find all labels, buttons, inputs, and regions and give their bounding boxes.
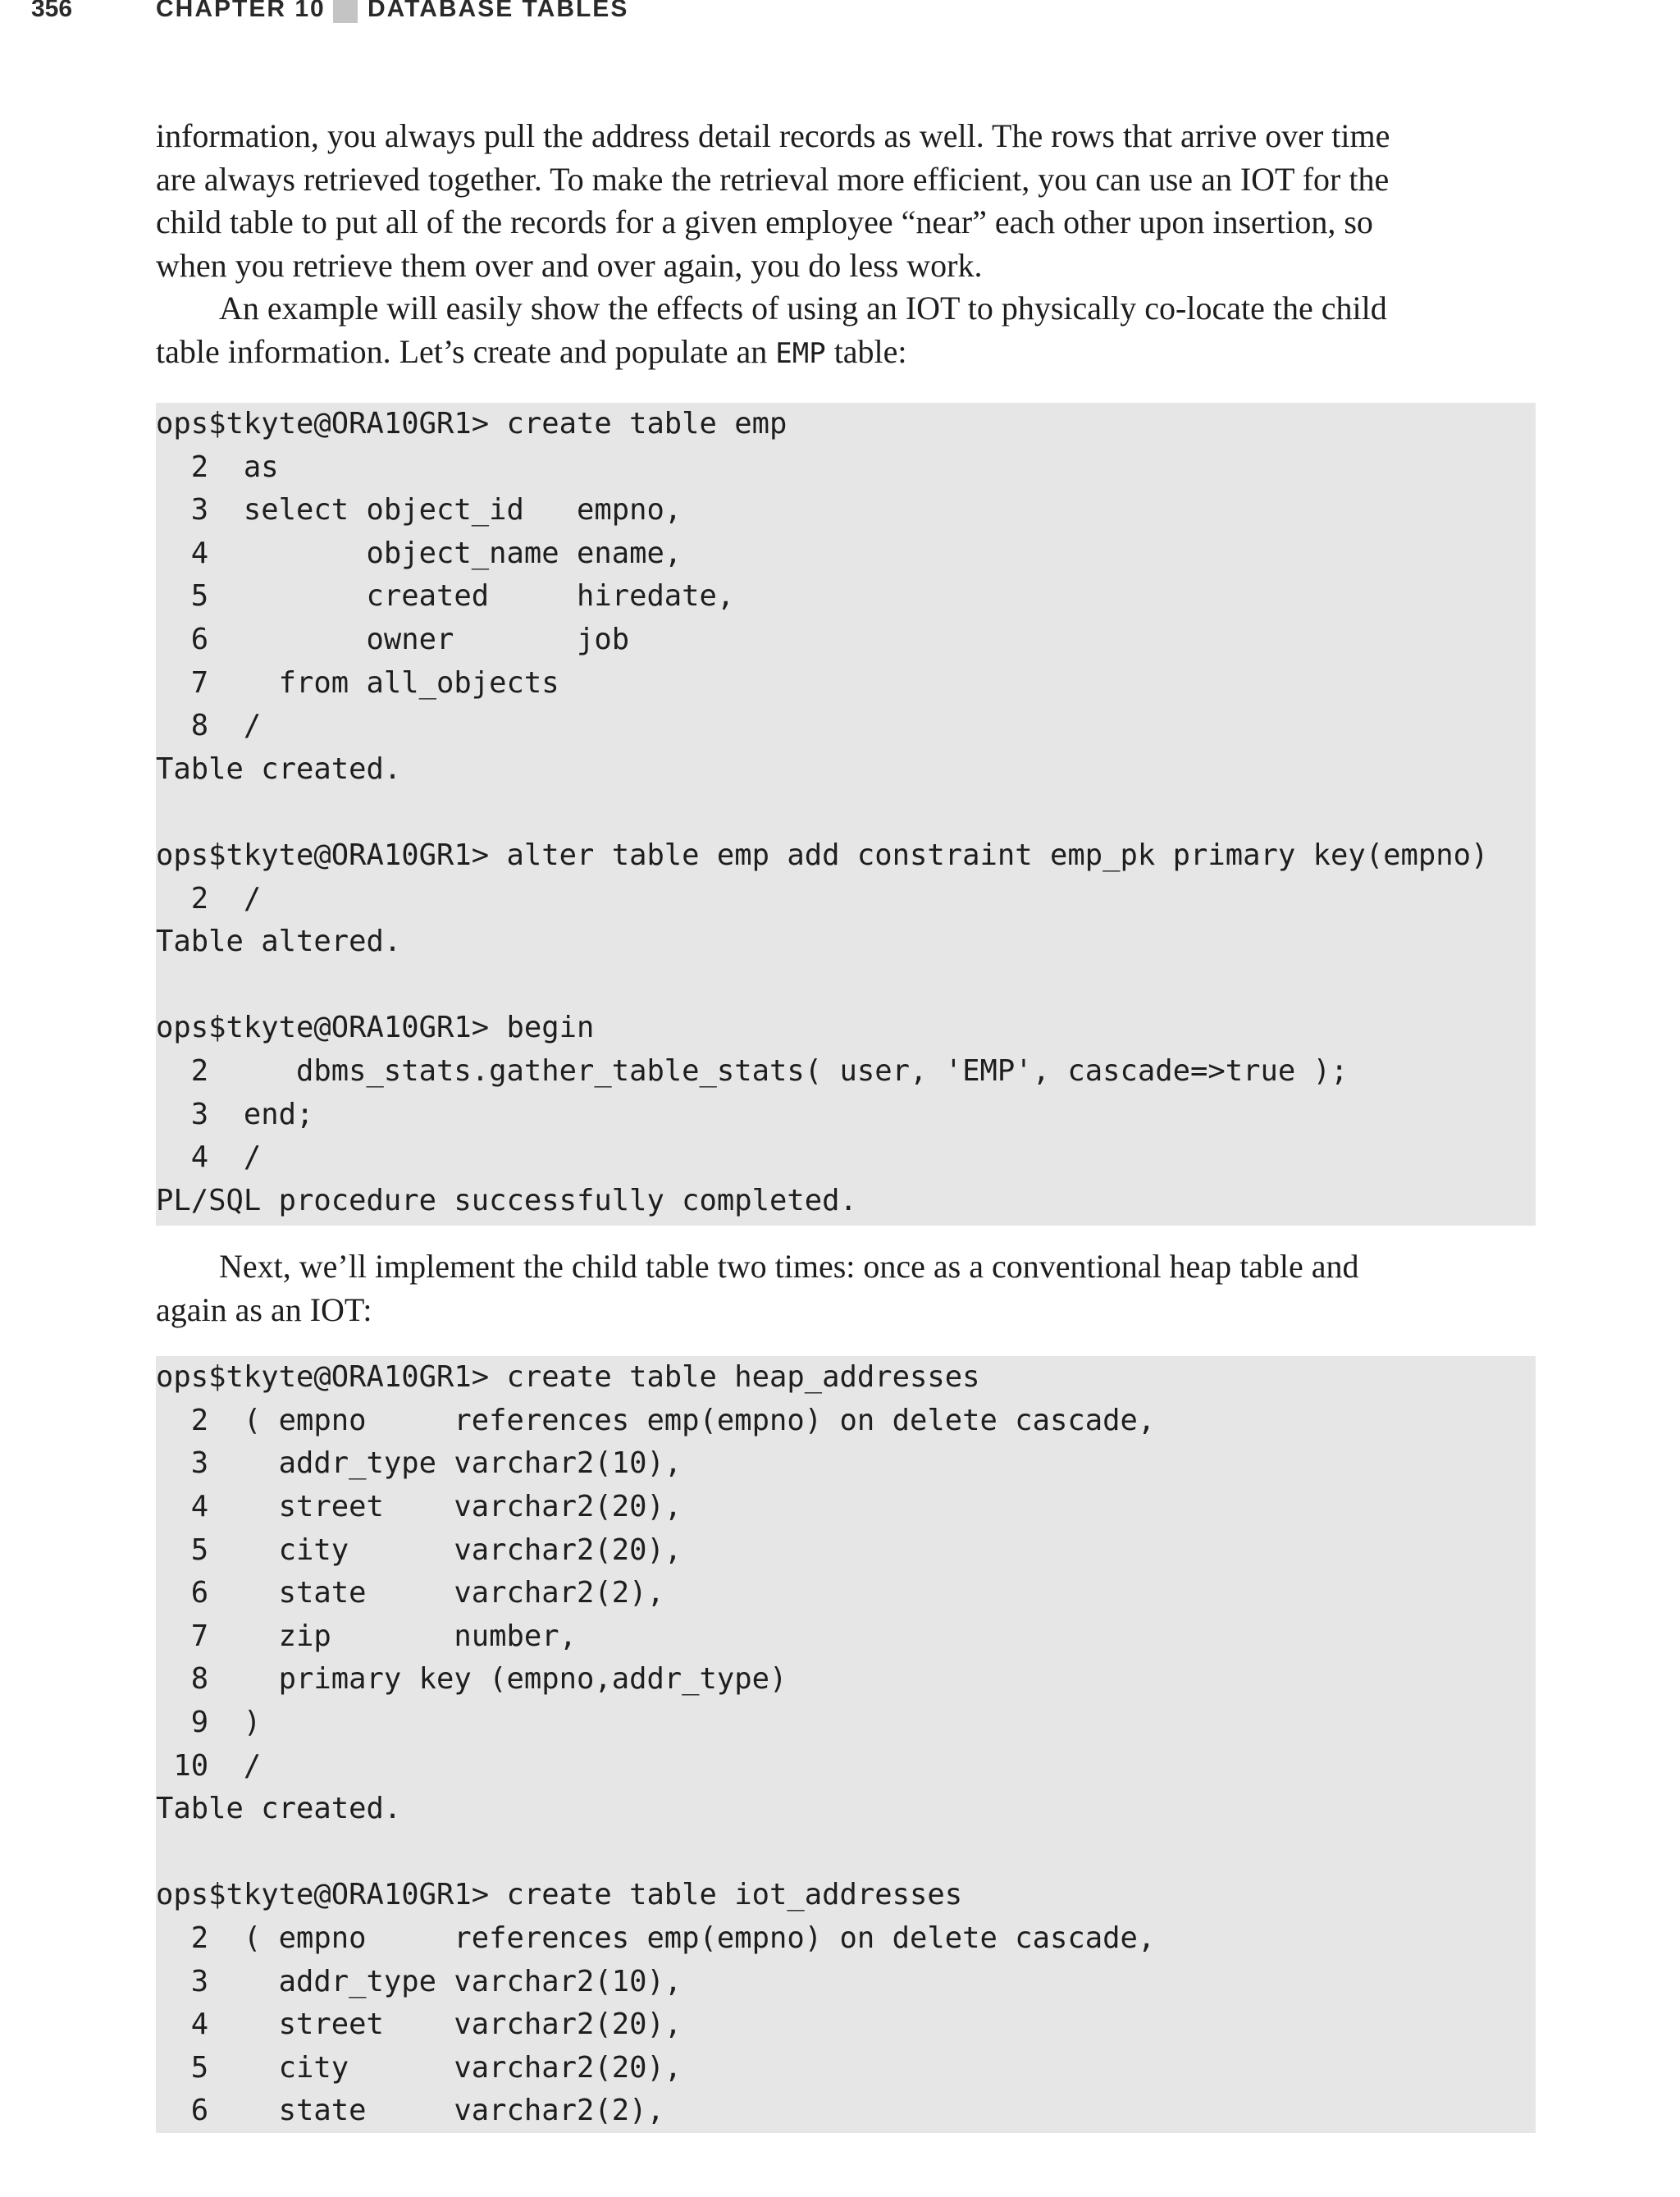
code-line: 2 as	[156, 450, 279, 484]
code-line: 8 /	[156, 709, 262, 743]
code-line: 4 /	[156, 1140, 262, 1175]
code-line	[156, 964, 1536, 1007]
code-line: Table created.	[156, 751, 402, 786]
code-line: 3 select object_id empno,	[156, 493, 682, 528]
code-line: 5 created hiredate,	[156, 579, 735, 614]
code-line: 8 primary key (empno,addr_type)	[156, 1662, 788, 1697]
paragraph-next: Next, we’ll implement the child table two times: once as a conventional heap table and again as an IOT:	[156, 1248, 1359, 1328]
code-line	[156, 1831, 1536, 1875]
code-line: PL/SQL procedure successfully completed.	[156, 1183, 857, 1217]
code-line: ops$tkyte@ORA10GR1> create table emp	[156, 407, 788, 441]
code-line: 4 object_name ename,	[156, 536, 682, 570]
paragraph-intro: information, you always pull the address detail records as well. The rows that arrive over time are always retrieved together. To make the retrieval more efficient, you can use an IOT for the child table to put all of the records for a given employee “near” each other upon insertion, so when you retrieve them over and over again, you do less work.	[156, 117, 1390, 284]
code-line	[156, 791, 1536, 834]
code-line: 3 addr_type varchar2(10),	[156, 1446, 682, 1481]
code-line: 4 street varchar2(20),	[156, 1490, 682, 1524]
chapter-label: CHAPTER 10	[156, 0, 326, 22]
running-head	[0, 0, 1680, 33]
header-square-icon	[333, 0, 358, 23]
code-block-address-tables	[156, 1356, 1536, 2133]
code-line: 4 street varchar2(20),	[156, 2007, 682, 2042]
code-line: 3 end;	[156, 1097, 314, 1131]
inline-code-emp: EMP	[775, 336, 826, 370]
code-line: 6 owner job	[156, 622, 630, 656]
code-line: 3 addr_type varchar2(10),	[156, 1964, 682, 1998]
paragraph-example-text: An example will easily show the effects of using an IOT to physically co-locate the child table information. Let’s create and populate an	[156, 290, 1387, 370]
code-line: 9 )	[156, 1706, 262, 1740]
paragraph-example-tail: table:	[825, 332, 907, 370]
paragraph-example	[156, 287, 1536, 375]
code-line: 2 ( empno references emp(empno) on delete cascade,	[156, 1921, 1156, 1955]
code-line: ops$tkyte@ORA10GR1> create table iot_addresses	[156, 1878, 963, 1912]
page-body	[156, 115, 1536, 2133]
code-line: 5 city varchar2(20),	[156, 1532, 682, 1567]
code-line: Table altered.	[156, 925, 402, 959]
code-line: 2 /	[156, 881, 262, 916]
code-line: 6 state varchar2(2),	[156, 2094, 664, 2128]
code-line: ops$tkyte@ORA10GR1> create table heap_addresses	[156, 1360, 980, 1395]
code-line: 5 city varchar2(20),	[156, 2050, 682, 2085]
code-line: 6 state varchar2(2),	[156, 1576, 664, 1610]
code-line: 2 dbms_stats.gather_table_stats( user, 'EMP', cascade=>true );	[156, 1053, 1349, 1088]
code-line: Table created.	[156, 1792, 402, 1826]
code-line: 7 from all_objects	[156, 665, 559, 700]
code-line: 7 zip number,	[156, 1619, 577, 1653]
code-line: 2 ( empno references emp(empno) on delete cascade,	[156, 1403, 1156, 1437]
code-line: ops$tkyte@ORA10GR1> begin	[156, 1011, 595, 1045]
code-line: ops$tkyte@ORA10GR1> alter table emp add constraint emp_pk primary key(empno)	[156, 838, 1489, 872]
code-line: 10 /	[156, 1748, 262, 1783]
code-block-emp	[156, 403, 1536, 1226]
page-number: 356	[31, 0, 73, 22]
chapter-title: DATABASE TABLES	[368, 0, 629, 22]
